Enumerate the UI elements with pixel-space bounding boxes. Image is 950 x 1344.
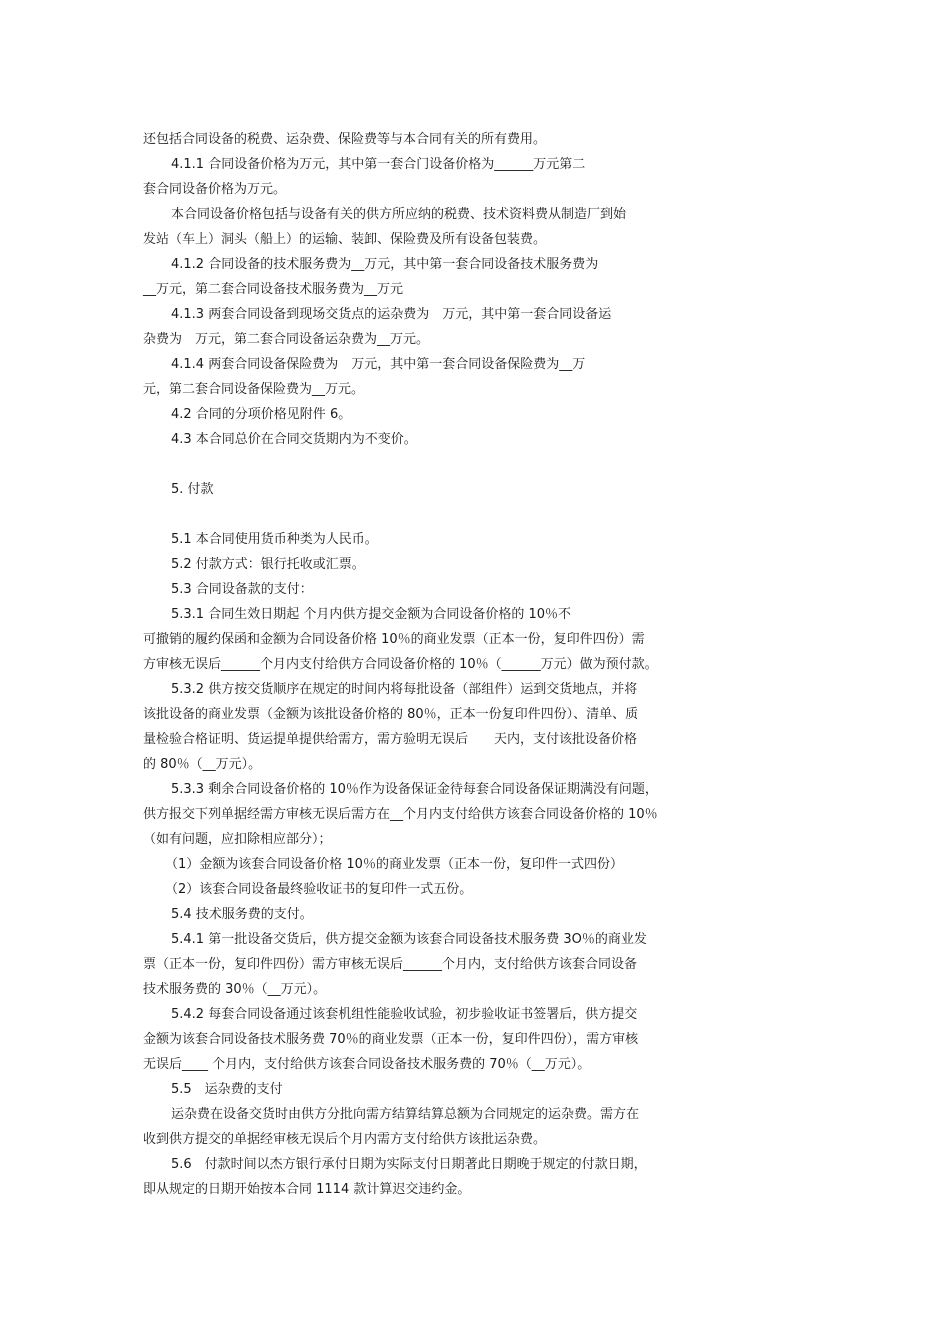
clause-5-1: 5.1 本合同使用货币种类为人民币。	[171, 532, 378, 547]
text-line: 的 80％（__万元）。	[143, 757, 262, 772]
text-line: （如有问题，应扣除相应部分）；	[143, 832, 332, 847]
text-line: 还包括合同设备的税费、运杂费、保险费等与本合同有关的所有费用。	[143, 132, 547, 147]
text-line: 该批设备的商业发票（金额为该批设备价格的 80％，正本一份复印件四份）、清单、质	[143, 707, 639, 722]
clause-5-6: 5.6 付款时间以杰方银行承付日期为实际支付日期著此日期晚于规定的付款日期，	[171, 1157, 647, 1172]
clause-4-1-4: 4.1.4 两套合同设备保险费为 万元，其中第一套合同设备保险费为__万	[171, 357, 586, 372]
spacer	[143, 452, 723, 477]
text-line: 杂费为 万元，第二套合同设备运杂费为__万元。	[143, 332, 430, 347]
text-line: 票（正本一份，复印件四份）需方审核无误后______个月内，支付给供方该套合同设备	[143, 957, 638, 972]
list-item-2: （2）该套合同设备最终验收证书的复印件一式五份。	[165, 882, 473, 897]
text-line: 运杂费在设备交货时由供方分批向需方结算结算总额为合同规定的运杂费。需方在	[171, 1107, 640, 1122]
text-line: 供方报交下列单据经需方审核无误后需方在__个月内支付给供方该套合同设备价格的 10％	[143, 807, 658, 822]
clause-5-2: 5.2 付款方式：银行托收或汇票。	[171, 557, 365, 572]
text-line: 本合同设备价格包括与设备有关的供方所应纳的税费、技术资料费从制造厂到始	[171, 207, 627, 222]
list-item-1: （1）金额为该套合同设备价格 10％的商业发票（正本一份，复印件一式四份）	[165, 857, 623, 872]
clause-5-3-2: 5.3.2 供方按交货顺序在规定的时间内将每批设备（部组件）运到交货地点，并将	[171, 682, 638, 697]
clause-5-4-1: 5.4.1 第一批设备交货后，供方提交金额为该套合同设备技术服务费 3O％的商业发	[171, 932, 647, 947]
text-line: 即从规定的日期开始按本合同 1114 款计算迟交违约金。	[143, 1182, 471, 1197]
text-line: 套合同设备价格为万元。	[143, 182, 287, 197]
clause-5-3: 5.3 合同设备款的支付：	[171, 582, 313, 597]
clause-5-4-2: 5.4.2 每套合同设备通过该套机组性能验收试验，初步验收证书签署后，供方提交	[171, 1007, 638, 1022]
text-line: 可撤销的履约保函和金额为合同设备价格 10％的商业发票（正本一份，复印件四份）需	[143, 632, 645, 647]
clause-4-2: 4.2 合同的分项价格见附件 6。	[171, 407, 352, 422]
spacer	[143, 502, 723, 527]
text-line: 金额为该套合同设备技术服务费 70％的商业发票（正本一份，复印件四份），需方审核	[143, 1032, 639, 1047]
text-line: __万元，第二套合同设备技术服务费为__万元	[143, 282, 404, 297]
clause-5-3-3: 5.3.3 剩余合同设备价格的 10％作为设备保证金待每套合同设备保证期满没有问题，	[171, 782, 658, 797]
text-line: 方审核无误后______个月内支付给供方合同设备价格的 10％（______万元）做为预付款。	[143, 657, 658, 672]
section-heading-payment: 5. 付款	[171, 482, 214, 497]
text-line: 技术服务费的 30％（__万元）。	[143, 982, 327, 997]
text-line: 收到供方提交的单据经审核无误后个月内需方支付给供方该批运杂费。	[143, 1132, 547, 1147]
text-line: 发站（车上）洞头（船上）的运输、装卸、保险费及所有设备包装费。	[143, 232, 547, 247]
clause-5-4: 5.4 技术服务费的支付。	[171, 907, 313, 922]
document-body	[143, 127, 723, 1202]
clause-4-3: 4.3 本合同总价在合同交货期内为不变价。	[171, 432, 417, 447]
text-line: 元，第二套合同设备保险费为__万元。	[143, 382, 365, 397]
text-line: 无误后____ 个月内，支付给供方该套合同设备技术服务费的 70％（__万元）。	[143, 1057, 591, 1072]
clause-4-1-1: 4.1.1 合同设备价格为万元，其中第一套合门设备价格为______万元第二	[171, 157, 586, 172]
clause-5-5: 5.5 运杂费的支付	[171, 1082, 283, 1097]
text-line: 量检验合格证明、货运提单提供给需方，需方验明无误后 天内，支付该批设备价格	[143, 732, 638, 747]
clause-4-1-2: 4.1.2 合同设备的技术服务费为__万元，其中第一套合同设备技术服务费为	[171, 257, 599, 272]
clause-5-3-1: 5.3.1 合同生效日期起 个月内供方提交金额为合同设备价格的 10％不	[171, 607, 572, 622]
clause-4-1-3: 4.1.3 两套合同设备到现场交货点的运杂费为 万元，其中第一套合同设备运	[171, 307, 612, 322]
